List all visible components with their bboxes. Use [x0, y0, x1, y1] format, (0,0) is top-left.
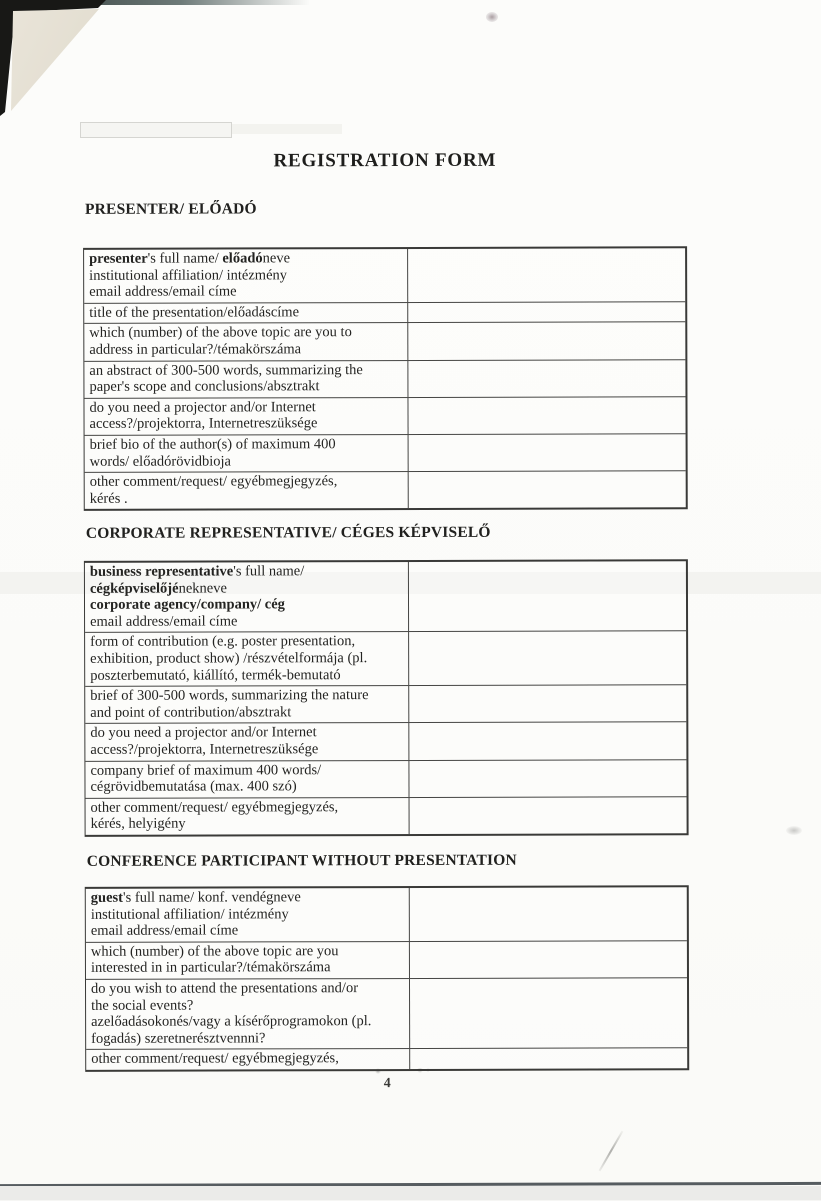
section: [83, 199, 688, 511]
answer-cell: [408, 323, 685, 360]
section-heading: PRESENTER/ ELŐADÓ: [84, 200, 257, 218]
table-row: [84, 397, 685, 436]
question-cell: guest's full name/ konf. vendégneve institutional affiliation/ intézmény email address/email címe: [86, 888, 410, 942]
answer-cell: [410, 797, 687, 834]
answer-cell: [410, 1049, 687, 1069]
table-row: [84, 323, 685, 362]
section: [85, 851, 690, 1072]
answer-cell: [408, 397, 685, 434]
answer-cell: [409, 760, 686, 797]
scan-below-page-area: [0, 1186, 821, 1200]
answer-cell: [409, 723, 686, 760]
table-row: [84, 302, 685, 324]
table-row: [86, 1049, 687, 1070]
question-cell: form of contribution (e.g. poster presentation, exhibition, product show) /részvételformája (pl. poszterbemutató, kiállító, termék-bemutató: [85, 632, 409, 686]
answer-cell: [409, 685, 686, 722]
section-heading: CONFERENCE PARTICIPANT WITHOUT PRESENTATION: [86, 851, 517, 870]
question-cell: which (number) of the above topic are you interested in in particular?/témakörszáma: [86, 942, 410, 979]
question-cell: other comment/request/ egyébmegjegyzés, kérés .: [85, 472, 409, 509]
table-row: [85, 760, 686, 799]
answer-cell: [409, 434, 686, 471]
table-row: [86, 797, 687, 835]
answer-cell: [410, 887, 687, 941]
page-number: 4: [383, 1076, 391, 1092]
table-row: [86, 941, 687, 980]
table-row: [85, 632, 686, 687]
question-cell: which (number) of the above topic are you to address in particular?/témakörszáma: [84, 323, 408, 360]
question-cell: do you wish to attend the presentations and/or the social events? azelőadásokonés/vagy a kísérőprogramokon (pl. fogadás) szeretnerésztvennni?: [86, 979, 410, 1049]
question-cell: title of the presentation/előadáscíme: [84, 303, 408, 323]
table-row: [84, 360, 685, 399]
question-cell: presenter's full name/ előadóneve institutional affiliation/ intézmény email address/email címe: [84, 249, 408, 303]
table-row: [85, 471, 686, 509]
question-cell: brief bio of the author(s) of maximum 400 words/ előadórövidbioja: [85, 435, 409, 472]
answer-cell: [409, 632, 686, 686]
answer-cell: [409, 471, 686, 508]
table-row: [84, 248, 685, 303]
section: [84, 523, 689, 836]
answer-cell: [409, 561, 686, 631]
form-table: [84, 559, 689, 836]
answer-cell: [410, 978, 687, 1048]
question-cell: other comment/request/ egyébmegjegyzés,: [86, 1049, 410, 1069]
table-row: [86, 887, 687, 942]
question-cell: do you need a projector and/or Internet access?/projektorra, Internetreszüksége: [85, 723, 409, 760]
form-table: [83, 246, 688, 511]
answer-cell: [410, 941, 687, 978]
section-heading: CORPORATE REPRESENTATIVE/ CÉGES KÉPVISELŐ: [85, 523, 491, 542]
question-cell: brief of 300-500 words, summarizing the nature and point of contribution/absztrakt: [85, 686, 409, 723]
question-cell: an abstract of 300-500 words, summarizing the paper's scope and conclusions/absztrakt: [84, 361, 408, 398]
question-cell: company brief of maximum 400 words/ cégrövidbemutatása (max. 400 szó): [85, 761, 409, 798]
answer-cell: [408, 360, 685, 397]
table-row: [85, 561, 686, 633]
question-cell: other comment/request/ egyébmegjegyzés, kérés, helyigény: [86, 798, 410, 835]
table-row: [85, 434, 686, 473]
question-cell: business representative's full name/ cégképviselőjénekneve corporate agency/company/ cég email address/email címe: [85, 562, 409, 632]
answer-cell: [408, 248, 685, 302]
table-row: [85, 685, 686, 724]
question-cell: do you need a projector and/or Internet access?/projektorra, Internetreszüksége: [84, 398, 408, 435]
table-row: [86, 978, 687, 1050]
table-row: [85, 723, 686, 762]
page-title: REGISTRATION FORM: [273, 149, 497, 172]
form-table: [85, 885, 689, 1072]
answer-cell: [408, 302, 685, 322]
